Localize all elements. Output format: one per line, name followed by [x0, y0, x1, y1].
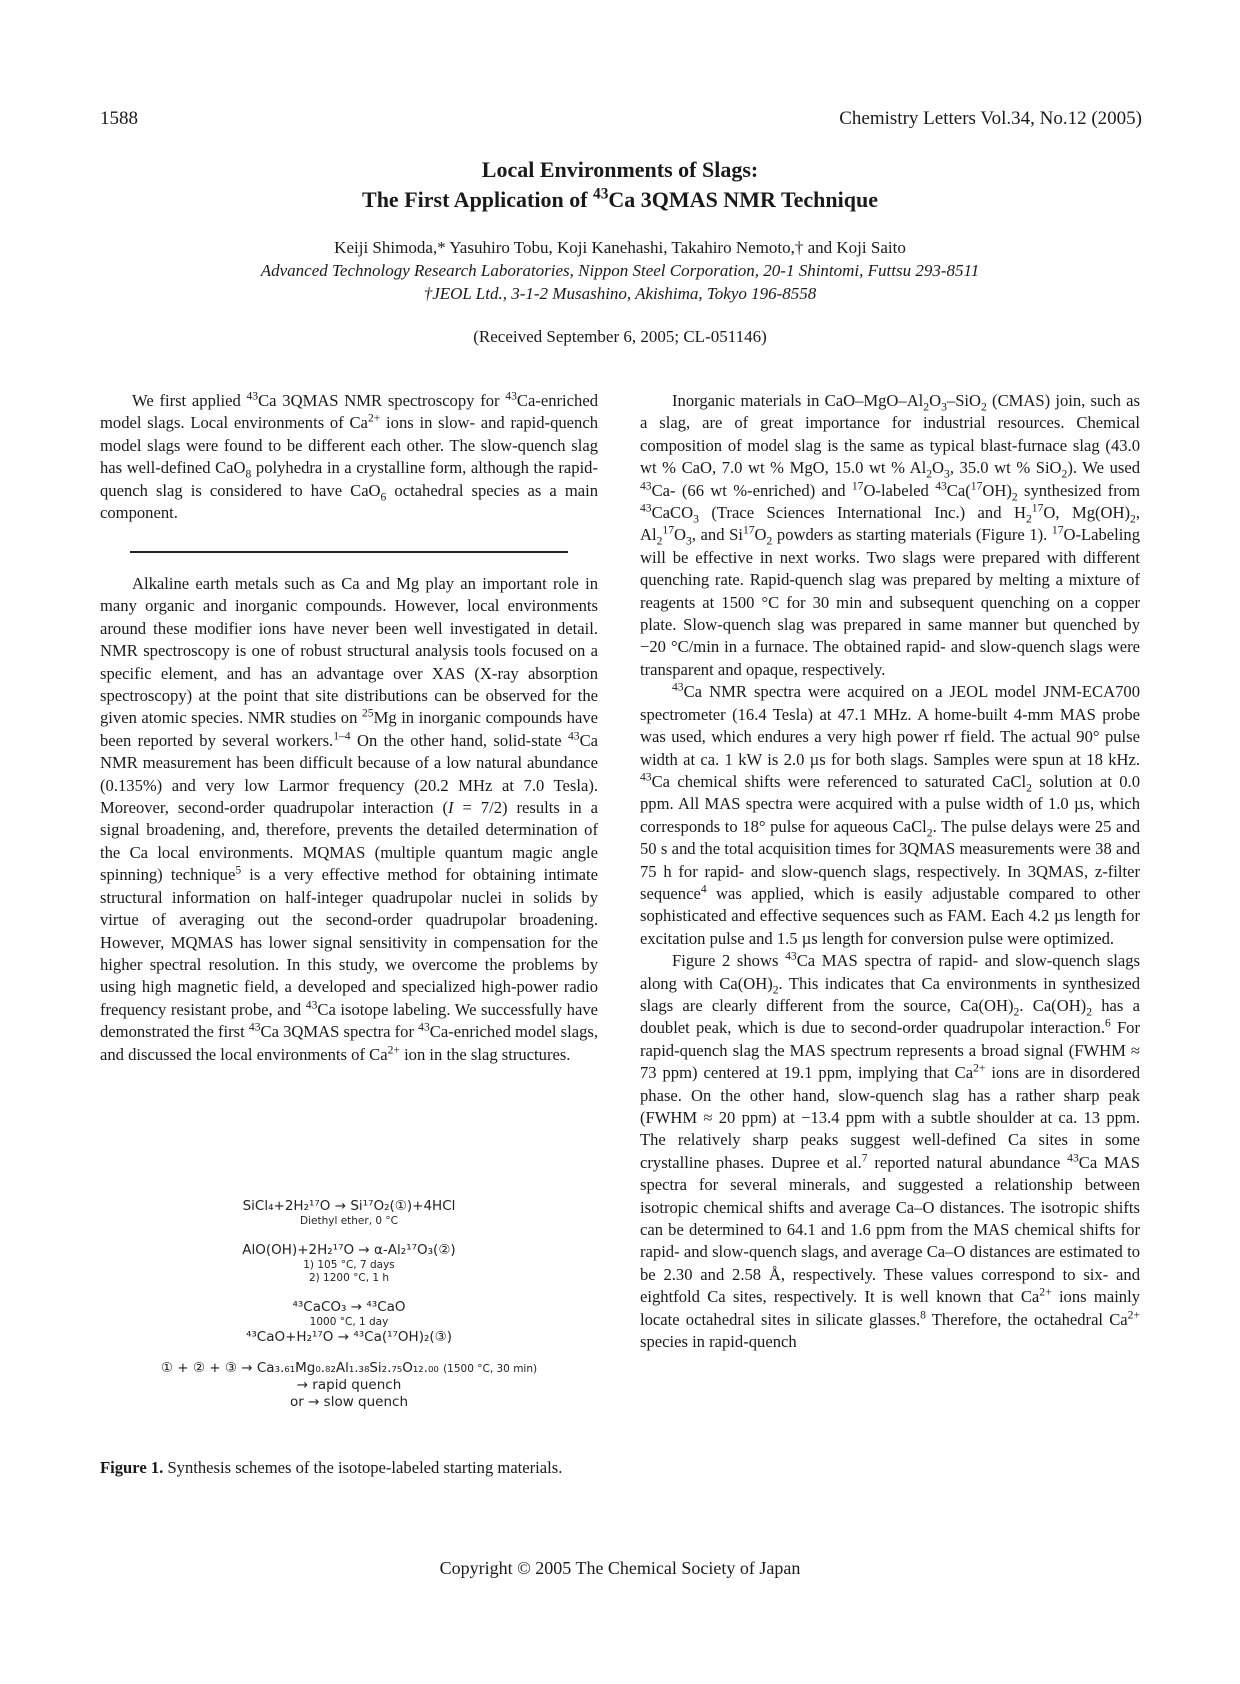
copyright-footer: Copyright © 2005 The Chemical Society of Japan — [439, 1558, 801, 1578]
reaction-2-condition-1: 1) 105 °C, 7 days — [303, 1259, 395, 1271]
page-number: 1588 — [100, 108, 138, 129]
affiliation-1: Advanced Technology Research Laboratories, Nippon Steel Corporation, 20-1 Shintomi, Futtsu 293-8511 — [260, 261, 980, 280]
reaction-3: ⁴³CaCO₃ → ⁴³CaO — [292, 1299, 406, 1315]
title-line-1: Local Environments of Slags: — [481, 157, 759, 182]
abstract: We first applied $^{43}$Ca 3QMAS NMR spectroscopy for $^{43}$Ca-enriched model slags. Local environments of $Ca^{2+}$ ions in slow- and rapid-quench model slags were found to be different each other. The slow-quench slag has well-defined CaO$_8$ polyhedra in a crystalline form, although the rapid-quench slag is considered to have CaO$_6$ octahedral species as a main component. — [100, 389, 598, 523]
title-line-2: The First Application of $^{43}$Ca 3QMAS NMR Technique — [362, 185, 878, 212]
received-date: (Received September 6, 2005; CL-051146) — [473, 327, 767, 346]
reaction-2-condition-2: 2) 1200 °C, 1 h — [308, 1272, 390, 1284]
main-text-right-column: Inorganic materials in CaO–$MgO-Al_2O_3-SiO_2$ (CMAS) join, such as a slag, are of great importance for industrial resources. Chemical composition of model slag is the same as typical blast-furnace slag (43.0 wt % CaO, 7.0 wt % MgO, 15.0 wt % $Al_2O_3$, 35.0 wt % SiO$_2$). We used $^{43}$Ca- (66 wt %-enriched) and $^{17}$O-labeled $^{43}Ca(^{17}OH)_2$ synthesized from $^{43}$CaCO$_3$ (Trace Sciences International Inc.) and $H_2^{17}O$, $Mg(OH)_2$, $Al_2^{17}O_3$, and $Si^{17}O_2$ powders as starting materials (Figure 1). $^{17}$O-Labeling will be effective in next works. Two slags were prepared with different quenching rate. Rapid-quench slag was prepared by melting a mixture of reagents at 1500 °C for 30 min and subsequent quenching on a copper plate. Slow-quench slag was prepared in same manner but quenched by −20 °C/min in a furnace. The obtained rapid- and slow-quench slags were transparent and opaque, respectively. $^{43}$Ca NMR spectra were acquired on a JEOL model JNM-ECA700 spectrometer (16.4 Tesla) at 47.1 MHz. A home-built 4-mm MAS probe was used, which endures a very high power rf field. The actual 90° pulse width at ca. 1 kW is 2.0 µs for both slags. Samples were spun at 18 kHz. $^{43}$Ca chemical shifts were referenced to saturated CaCl$_2$ solution at 0.0 ppm. All MAS spectra were acquired with a pulse width of 1.0 µs, which corresponds to 18° pulse for aqueous CaCl$_2$. The pulse delays were 25 and 50 s and the total acquisition times for 3QMAS measurements were 38 and 75 h for rapid- and slow-quench slags, respectively. In 3QMAS, z-filter sequence$^4$ was applied, which is easily adjustable compared to other sophisticated and effective sequences such as FAM. Each 4.2 µs length for excitation pulse and 1.5 µs length for conversion pulse were optimized. Figure 2 shows $^{43}$Ca MAS spectra of rapid- and slow-quench slags along with $Ca(OH)_2$. This indicates that Ca environments in synthesized slags are clearly different from the source, $Ca(OH)_2$. $Ca(OH)_2$ has a doublet peak, which is due to second-order quadrupolar interaction.$^6$ For rapid-quench slag the MAS spectrum represents a broad signal (FWHM ≈ 73 ppm) centered at 19.1 ppm, implying that $Ca^{2+}$ ions are in disordered phase. On the other hand, slow-quench slag has a rather sharp peak (FWHM ≈ 20 ppm) at −13.4 ppm with a subtle shoulder at ca. 13 ppm. The relatively sharp peaks suggest well-defined Ca sites in some crystalline phases. Dupree et al.$^7$ reported natural abundance $^{43}$Ca MAS spectra for several minerals, and suggested a relationship between isotropic chemical shifts and average Ca–O distances. The isotropic shifts can be determined to 64.1 and 1.6 ppm from the MAS chemical shifts for rapid- and slow-quench slags, and average Ca–O distances are estimated to be 2.30 and 2.58 Å, respectively. These values correspond to six- and eightfold Ca sites, respectively. It is well known that $Ca^{2+}$ ions mainly locate octahedral sites in silicate glasses.$^8$ Therefore, the octahedral $Ca^{2+}$ species in rapid-quench — [640, 391, 1141, 1352]
reaction-3-conditions: 1000 °C, 1 day — [309, 1316, 389, 1328]
author-list: Keiji Shimoda,* Yasuhiro Tobu, Koji Kanehashi, Takahiro Nemoto,† and Koji Saito — [334, 238, 906, 257]
reaction-6: → rapid quench — [296, 1377, 402, 1393]
reaction-4: ⁴³CaO+H₂¹⁷O → ⁴³Ca(¹⁷OH)₂(③) — [245, 1329, 453, 1345]
reaction-7: or → slow quench — [289, 1394, 409, 1410]
paper-title — [0, 155, 1240, 215]
reaction-2: AlO(OH)+2H₂¹⁷O → α-Al₂¹⁷O₃(②) — [242, 1242, 456, 1258]
figure-1-caption: Figure 1. Synthesis schemes of the isotope-labeled starting materials. — [100, 1458, 563, 1477]
introduction-text: Alkaline earth metals such as Ca and Mg play an important role in many organic and inorganic compounds. However, local environments around these modifier ions have never been well investigated in detail. NMR spectroscopy is one of robust structural analysis tools focused on a specific element, and has an advantage over XAS (X-ray absorption spectroscopy) at the point that site distributions can be observed for the given atomic species. NMR studies on $^{25}$Mg in inorganic compounds have been reported by several workers.$^{1-4}$ On the other hand, solid-state $^{43}$Ca NMR measurement has been difficult because of a low natural abundance (0.135%) and very low Larmor frequency (20.2 MHz at 7.0 Tesla). Moreover, second-order quadrupolar interaction (I = 7/2) results in a signal broadening, and, therefore, prevents the detailed determination of the Ca local environments. MQMAS (multiple quantum magic angle spinning) technique$^5$ is a very effective method for obtaining intimate structural information on half-integer quadrupolar nuclei in solids by virtue of averaging out the second-order quadrupolar broadening. However, MQMAS has lower signal sensitivity in compensation for the higher spectral resolution. In this study, we overcome the problems by using high magnetic field, a developed and specialized high-power radio frequency resistant probe, and $^{43}$Ca isotope labeling. We successfully have demonstrated the first $^{43}$Ca 3QMAS spectra for $^{43}$Ca-enriched model slags, and discussed the local environments of $Ca^{2+}$ ion in the slag structures. — [100, 574, 598, 1064]
journal-citation: Chemistry Letters Vol.34, No.12 (2005) — [839, 108, 1142, 129]
figure-1-synthesis-scheme — [100, 1198, 598, 1411]
affiliation-2: †JEOL Ltd., 3-1-2 Musashino, Akishima, Tokyo 196-8558 — [423, 284, 817, 303]
author-block — [0, 236, 1240, 305]
abstract-divider — [130, 551, 568, 553]
reaction-1-conditions: Diethyl ether, 0 °C — [300, 1215, 398, 1227]
reaction-1: SiCl₄+2H₂¹⁷O → Si¹⁷O₂(①)+4HCl — [242, 1198, 456, 1214]
reaction-5: ① + ② + ③ → Ca₃.₆₁Mg₀.₈₂Al₁.₃₈Si₂.₇₅O₁₂.₀₀ (1500 °C, 30 min) — [160, 1360, 538, 1376]
